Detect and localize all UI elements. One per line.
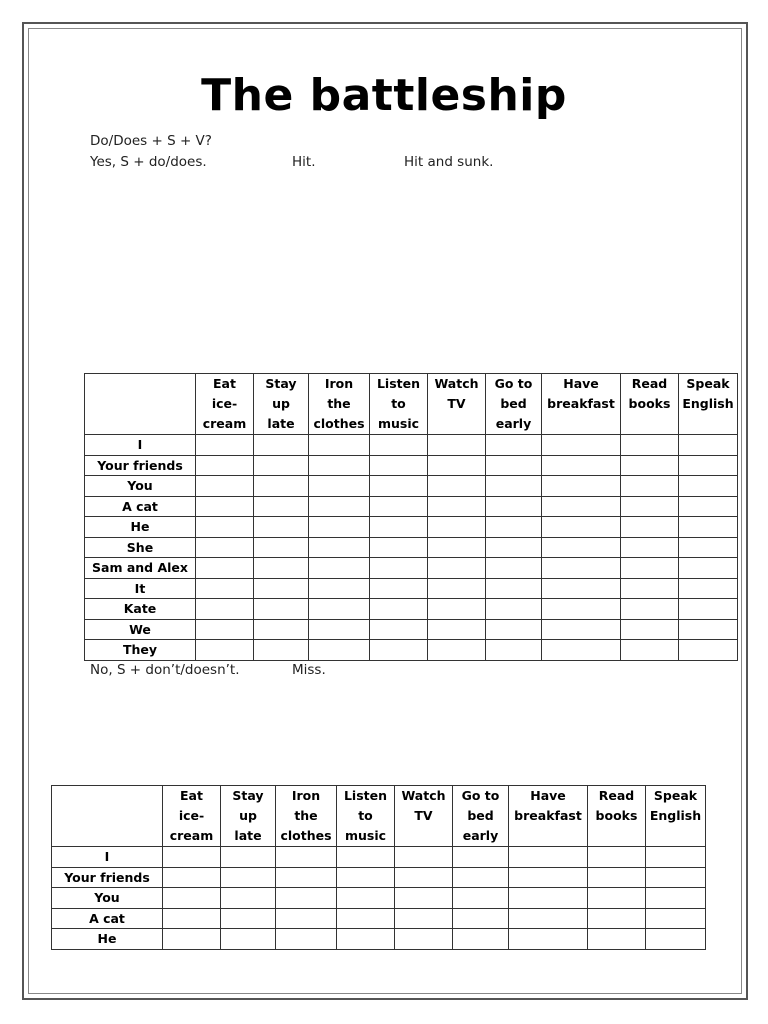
column-header — [337, 786, 395, 847]
row-label: I — [52, 847, 163, 868]
grid-cell[interactable] — [453, 867, 509, 888]
grid-cell[interactable] — [588, 908, 646, 929]
grid-cell[interactable] — [221, 847, 276, 868]
grid-cell[interactable] — [428, 578, 486, 599]
grid-cell[interactable] — [646, 867, 706, 888]
column-header — [679, 374, 738, 435]
grid-cell[interactable] — [428, 435, 486, 456]
column-header-line: late — [267, 416, 295, 431]
grid-cell[interactable] — [646, 908, 706, 929]
grid-cell[interactable] — [196, 496, 254, 517]
column-header-line: bed — [500, 396, 527, 411]
column-header — [486, 374, 542, 435]
battleship-grid-1 — [84, 373, 738, 661]
grid-cell[interactable] — [309, 619, 370, 640]
grid-cell[interactable] — [679, 558, 738, 579]
grid-row — [52, 929, 706, 950]
column-header-line: Stay — [265, 376, 297, 391]
grid-cell[interactable] — [542, 578, 621, 599]
grid-cell[interactable] — [588, 929, 646, 950]
grid-header-row — [52, 786, 706, 847]
grid-cell[interactable] — [370, 619, 428, 640]
grid-cell[interactable] — [309, 435, 370, 456]
grid-cell[interactable] — [196, 476, 254, 497]
grid-cell[interactable] — [196, 599, 254, 620]
grid-cell[interactable] — [542, 517, 621, 538]
grid-cell[interactable] — [621, 599, 679, 620]
grid-row — [85, 517, 738, 538]
grid-cell[interactable] — [254, 578, 309, 599]
grid-cell[interactable] — [679, 578, 738, 599]
row-label: She — [85, 537, 196, 558]
grid-cell[interactable] — [254, 435, 309, 456]
grid-row — [85, 455, 738, 476]
grid-cell[interactable] — [486, 558, 542, 579]
grid-cell[interactable] — [428, 640, 486, 661]
grid-cell[interactable] — [542, 455, 621, 476]
grid-cell[interactable] — [542, 435, 621, 456]
grid-cell[interactable] — [163, 888, 221, 909]
grid-cell[interactable] — [196, 619, 254, 640]
grid-cell[interactable] — [196, 640, 254, 661]
column-header-line: Iron — [324, 376, 354, 391]
grid-cell[interactable] — [679, 435, 738, 456]
grid-cell[interactable] — [370, 476, 428, 497]
grid-cell[interactable] — [370, 578, 428, 599]
grid-cell[interactable] — [309, 476, 370, 497]
grid-row — [52, 888, 706, 909]
row-label: Sam and Alex — [85, 558, 196, 579]
row-label: They — [85, 640, 196, 661]
row-label: Kate — [85, 599, 196, 620]
row-label: We — [85, 619, 196, 640]
grid-row — [85, 619, 738, 640]
column-header-line: Read — [598, 788, 635, 803]
miss-label: Miss. — [292, 662, 326, 678]
grid-cell[interactable] — [428, 619, 486, 640]
grid-cell[interactable] — [679, 537, 738, 558]
grid-cell[interactable] — [453, 908, 509, 929]
grid-cell[interactable] — [254, 496, 309, 517]
grid-cell[interactable] — [453, 847, 509, 868]
grid-cell[interactable] — [679, 455, 738, 476]
column-header-line: Stay — [232, 788, 264, 803]
grid-cell[interactable] — [221, 867, 276, 888]
column-header-line: early — [495, 416, 532, 431]
grid-cell[interactable] — [486, 455, 542, 476]
grid-cell[interactable] — [453, 888, 509, 909]
row-label: Your friends — [52, 867, 163, 888]
column-header-line: books — [628, 396, 671, 411]
grid-row — [85, 578, 738, 599]
grid-cell[interactable] — [646, 929, 706, 950]
grid-cell[interactable] — [276, 867, 337, 888]
column-header-line: Eat — [213, 376, 236, 391]
grid-cell[interactable] — [509, 888, 588, 909]
grid-cell[interactable] — [276, 908, 337, 929]
row-label: Your friends — [85, 455, 196, 476]
column-header-line: to — [391, 396, 406, 411]
column-header-line: late — [234, 828, 262, 843]
grid-cell[interactable] — [486, 435, 542, 456]
column-header-line: Speak — [686, 376, 730, 391]
grid-cell[interactable] — [309, 599, 370, 620]
column-header-line: English — [682, 396, 734, 411]
column-header-line: Go to — [461, 788, 500, 803]
column-header-line: Go to — [494, 376, 533, 391]
column-header — [196, 374, 254, 435]
grid-cell[interactable] — [370, 517, 428, 538]
column-header — [621, 374, 679, 435]
grid-cell[interactable] — [221, 888, 276, 909]
column-header-line: the — [327, 396, 351, 411]
hit-and-sunk-label: Hit and sunk. — [404, 154, 494, 170]
column-header-line: English — [649, 808, 702, 823]
grid-cell[interactable] — [679, 476, 738, 497]
grid-cell[interactable] — [486, 640, 542, 661]
row-label: You — [52, 888, 163, 909]
grid-cell[interactable] — [542, 476, 621, 497]
column-header-line: clothes — [280, 828, 332, 843]
grid-cell[interactable] — [509, 929, 588, 950]
hit-label: Hit. — [292, 154, 316, 170]
column-header-line: Watch — [434, 376, 479, 391]
row-label: He — [52, 929, 163, 950]
grid-cell[interactable] — [196, 558, 254, 579]
grid-cell[interactable] — [509, 847, 588, 868]
grid-cell[interactable] — [196, 537, 254, 558]
grid-cell[interactable] — [395, 847, 453, 868]
grid-cell[interactable] — [163, 867, 221, 888]
yes-answer-formula: Yes, S + do/does. — [90, 154, 207, 170]
grid-cell[interactable] — [621, 537, 679, 558]
grid-corner-cell — [85, 374, 196, 435]
grid-cell[interactable] — [588, 867, 646, 888]
grid-cell[interactable] — [428, 517, 486, 538]
grid-row — [85, 599, 738, 620]
grid-cell[interactable] — [679, 599, 738, 620]
grid-cell[interactable] — [163, 908, 221, 929]
grid-cell[interactable] — [221, 908, 276, 929]
grid-row — [85, 476, 738, 497]
column-header-line: cream — [202, 416, 247, 431]
column-header-line: Read — [631, 376, 668, 391]
column-header-line: bed — [467, 808, 494, 823]
grid-cell[interactable] — [254, 640, 309, 661]
column-header — [428, 374, 486, 435]
grid-cell[interactable] — [621, 578, 679, 599]
grid-cell[interactable] — [337, 908, 395, 929]
grid-cell[interactable] — [621, 476, 679, 497]
column-header-line: books — [595, 808, 638, 823]
grid-cell[interactable] — [254, 455, 309, 476]
grid-cell[interactable] — [542, 599, 621, 620]
grid-cell[interactable] — [509, 908, 588, 929]
grid-cell[interactable] — [621, 455, 679, 476]
grid-row — [52, 847, 706, 868]
grid-cell[interactable] — [309, 640, 370, 661]
grid-row — [52, 867, 706, 888]
worksheet-title: The battleship — [201, 70, 567, 121]
column-header-line: Speak — [653, 788, 698, 803]
grid-cell[interactable] — [309, 578, 370, 599]
grid-cell[interactable] — [196, 455, 254, 476]
grid-cell[interactable] — [395, 908, 453, 929]
grid-cell[interactable] — [486, 517, 542, 538]
grid-cell[interactable] — [486, 476, 542, 497]
grid-cell[interactable] — [428, 558, 486, 579]
column-header-line: up — [272, 396, 290, 411]
grid-cell[interactable] — [254, 619, 309, 640]
column-header-line: Listen — [376, 376, 421, 391]
grid-cell[interactable] — [428, 537, 486, 558]
grid-cell[interactable] — [309, 537, 370, 558]
grid-cell[interactable] — [428, 455, 486, 476]
battleship-grid-2 — [51, 785, 706, 950]
column-header-line: cream — [169, 828, 214, 843]
column-header-line: to — [358, 808, 373, 823]
grid-cell[interactable] — [395, 888, 453, 909]
grid-cell[interactable] — [588, 847, 646, 868]
grid-cell[interactable] — [542, 619, 621, 640]
grid-cell[interactable] — [621, 640, 679, 661]
grid-cell[interactable] — [395, 867, 453, 888]
grid-cell[interactable] — [196, 517, 254, 538]
column-header-line: music — [344, 828, 387, 843]
column-header-line: clothes — [313, 416, 365, 431]
grid-cell[interactable] — [309, 517, 370, 538]
column-header — [221, 786, 276, 847]
grid-row — [85, 435, 738, 456]
column-header-line: Watch — [401, 788, 446, 803]
grid-cell[interactable] — [542, 558, 621, 579]
column-header — [588, 786, 646, 847]
grid-cell[interactable] — [428, 599, 486, 620]
grid-cell[interactable] — [196, 435, 254, 456]
grid-cell[interactable] — [163, 929, 221, 950]
grid-cell[interactable] — [337, 867, 395, 888]
column-header-line: the — [294, 808, 318, 823]
column-header — [309, 374, 370, 435]
grid-cell[interactable] — [486, 599, 542, 620]
grid-row — [85, 558, 738, 579]
grid-cell[interactable] — [276, 888, 337, 909]
column-header — [453, 786, 509, 847]
column-header — [542, 374, 621, 435]
no-answer-formula: No, S + don’t/doesn’t. — [90, 662, 240, 678]
column-header-line: Listen — [343, 788, 388, 803]
grid-cell[interactable] — [337, 929, 395, 950]
grid-cell[interactable] — [254, 517, 309, 538]
grid-cell[interactable] — [621, 435, 679, 456]
row-label: He — [85, 517, 196, 538]
grid-cell[interactable] — [276, 929, 337, 950]
grid-cell[interactable] — [621, 517, 679, 538]
grid-cell[interactable] — [309, 496, 370, 517]
grid-header-row — [85, 374, 738, 435]
question-formula: Do/Does + S + V? — [90, 133, 212, 149]
grid-cell[interactable] — [309, 558, 370, 579]
row-label: A cat — [52, 908, 163, 929]
grid-cell[interactable] — [370, 496, 428, 517]
row-label: I — [85, 435, 196, 456]
grid-cell[interactable] — [621, 558, 679, 579]
grid-cell[interactable] — [254, 537, 309, 558]
grid-cell[interactable] — [542, 640, 621, 661]
grid-cell[interactable] — [337, 847, 395, 868]
grid-cell[interactable] — [196, 578, 254, 599]
column-header-line: ice- — [178, 808, 205, 823]
column-header-line: early — [462, 828, 499, 843]
column-header-line: TV — [414, 808, 433, 823]
grid-cell[interactable] — [370, 455, 428, 476]
row-label: You — [85, 476, 196, 497]
grid-cell[interactable] — [221, 929, 276, 950]
grid-cell[interactable] — [370, 599, 428, 620]
grid-cell[interactable] — [428, 476, 486, 497]
grid-row — [85, 496, 738, 517]
grid-cell[interactable] — [486, 496, 542, 517]
grid-cell[interactable] — [370, 640, 428, 661]
grid-cell[interactable] — [453, 929, 509, 950]
grid-cell[interactable] — [276, 847, 337, 868]
grid-cell[interactable] — [646, 847, 706, 868]
column-header — [163, 786, 221, 847]
grid-cell[interactable] — [646, 888, 706, 909]
grid-cell[interactable] — [370, 558, 428, 579]
row-label: It — [85, 578, 196, 599]
grid-cell[interactable] — [370, 435, 428, 456]
grid-cell[interactable] — [679, 517, 738, 538]
grid-cell[interactable] — [337, 888, 395, 909]
column-header — [254, 374, 309, 435]
grid-cell[interactable] — [509, 867, 588, 888]
column-header-line: ice- — [211, 396, 238, 411]
column-header-line: Have — [563, 376, 599, 391]
column-header — [370, 374, 428, 435]
grid-cell[interactable] — [370, 537, 428, 558]
grid-cell[interactable] — [428, 496, 486, 517]
grid-row — [85, 537, 738, 558]
column-header-line: TV — [447, 396, 466, 411]
grid-cell[interactable] — [254, 476, 309, 497]
column-header — [509, 786, 588, 847]
column-header-line: Iron — [291, 788, 321, 803]
row-label: A cat — [85, 496, 196, 517]
grid-cell[interactable] — [254, 599, 309, 620]
column-header-line: music — [377, 416, 420, 431]
grid-cell[interactable] — [254, 558, 309, 579]
grid-cell[interactable] — [395, 929, 453, 950]
column-header-line: breakfast — [547, 396, 615, 411]
grid-cell[interactable] — [621, 619, 679, 640]
column-header — [276, 786, 337, 847]
grid-row — [52, 908, 706, 929]
grid-cell[interactable] — [542, 537, 621, 558]
column-header-line: breakfast — [514, 808, 582, 823]
column-header-line: Eat — [180, 788, 203, 803]
grid-corner-cell — [52, 786, 163, 847]
grid-cell[interactable] — [679, 496, 738, 517]
column-header-line: up — [239, 808, 257, 823]
grid-cell[interactable] — [486, 619, 542, 640]
grid-cell[interactable] — [621, 496, 679, 517]
grid-cell[interactable] — [309, 455, 370, 476]
grid-cell[interactable] — [486, 578, 542, 599]
grid-cell[interactable] — [542, 496, 621, 517]
grid-cell[interactable] — [679, 640, 738, 661]
column-header — [395, 786, 453, 847]
grid-cell[interactable] — [588, 888, 646, 909]
grid-cell[interactable] — [486, 537, 542, 558]
column-header-line: Have — [530, 788, 566, 803]
grid-cell[interactable] — [163, 847, 221, 868]
grid-cell[interactable] — [679, 619, 738, 640]
grid-row — [85, 640, 738, 661]
column-header — [646, 786, 706, 847]
